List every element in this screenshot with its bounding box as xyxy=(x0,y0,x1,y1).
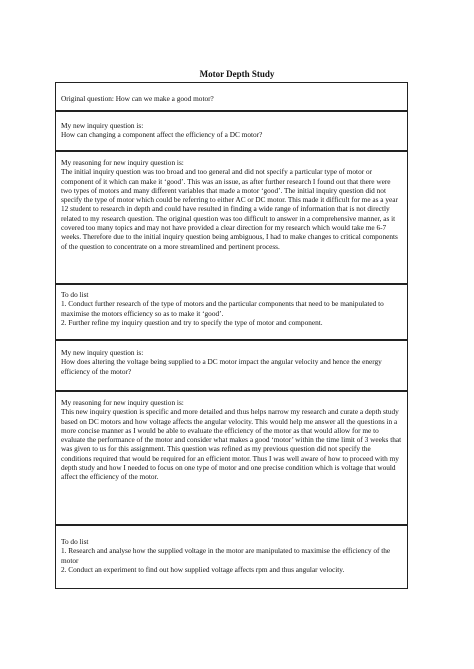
original-question-text: Original question: How can we make a good motor? xyxy=(61,94,214,103)
original-question-box xyxy=(55,82,408,111)
todo-list-text-2: To do list 1. Research and analyse how the supplied voltage in the motor are manipulated to maximise the efficiency of the motor 2. Conduct an experiment to find out how supplied voltage affects rpm and thus angular velocity. xyxy=(61,537,391,574)
document-title: Motor Depth Study xyxy=(199,69,275,79)
todo-list-box-1 xyxy=(55,284,408,340)
new-inquiry-question-box-1 xyxy=(55,111,408,151)
reasoning-box-2 xyxy=(55,391,408,525)
reasoning-box-1 xyxy=(55,151,408,284)
reasoning-text-1: My reasoning for new inquiry question is: The initial inquiry question was too broad and too general and did not specify a particular type of motor or component of it which can make it ‘good’. This was an issue, as after further research I found out that there were two types of motors and many different variables that made a motor ‘good’. The initial inquiry question did not specify the type of motor which could be referring to either AC or DC motor. This made it difficult for me as a year 12 student to research in depth and could have resulted in finding a wide range of information that is not directly related to my research question. The original question was too difficult to answer in a comprehensive manner, as it covered too many topics and may not have provided a clear direction for my research which would take me 6-7 weeks. Therefore due to the initial inquiry question being ambiguous, I had to make changes to critical components of the question to concentrate on a more streamlined and pertinent process. xyxy=(61,158,398,251)
todo-list-box-2 xyxy=(55,525,408,589)
new-inquiry-question-box-2 xyxy=(55,340,408,391)
todo-list-text-1: To do list 1. Conduct further research of the type of motors and the particular components that need to be manipulated to maximise the motors efficiency so as to make it ‘good’. 2. Further refine my inquiry question and try to specify the type of motor and component. xyxy=(61,290,384,327)
new-inquiry-question-text-1: My new inquiry question is: How can changing a component affect the efficiency of a DC motor? xyxy=(61,121,263,140)
new-inquiry-question-text-2: My new inquiry question is: How does altering the voltage being supplied to a DC motor impact the angular velocity and hence the energy efficiency of the motor? xyxy=(61,348,382,376)
reasoning-text-2: My reasoning for new inquiry question is: This new inquiry question is specific and more detailed and thus helps narrow my research and curate a depth study based on DC motors and how voltage affects the angular velocity. This would help me answer all the questions in a more concise manner as I would be able to evaluate the efficiency of the motor as that would allow for me to evaluate the performance of the motor and consider what makes a good ‘motor’ within the time limit of 3 weeks that was given to us for this assignment. This question was refined as my previous question did not specify the conditions required that would be required for an efficient motor. Thus I was well aware of how to proceed with my depth study and how I needed to focus on one type of motor and one precise condition which is voltage that would affect the efficiency of the motor. xyxy=(61,398,402,482)
